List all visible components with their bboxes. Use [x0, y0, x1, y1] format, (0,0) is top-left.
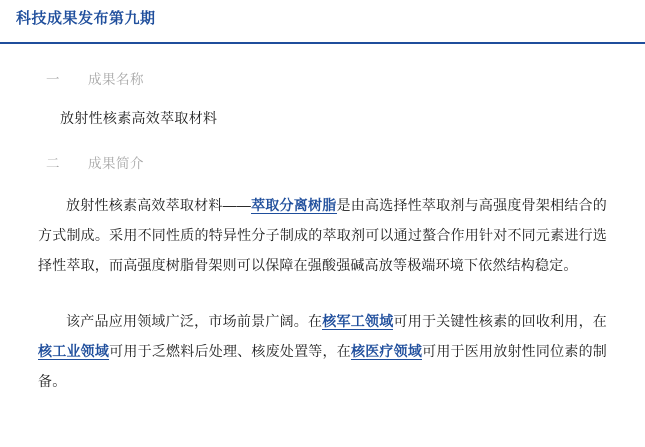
section-number: 一	[46, 72, 60, 87]
page-title: 科技成果发布第九期	[16, 10, 156, 27]
paragraph-text: 可用于医用放射性同位素的制备。	[38, 343, 608, 389]
paragraph-text: 可用于关键性核素的回收利用，在	[393, 313, 608, 329]
paragraph-intro	[24, 190, 621, 280]
highlight-nuclear-industry-field: 核工业领域	[38, 343, 110, 359]
section-heading-one	[24, 68, 621, 88]
product-name: 放射性核素高效萃取材料	[60, 110, 218, 126]
document-body	[0, 68, 645, 396]
paragraph-text: 放射性核素高效萃取材料——	[66, 197, 252, 213]
paragraph-text: 可用于乏燃料后处理、核废处置等，在	[109, 343, 351, 359]
section-number: 二	[46, 156, 60, 171]
paragraph-text: 是由高选择性萃取剂与高强度骨架相结合的方式制成。采用不同性质的特异性分子制成的萃取剂可以通过螯合作用针对不同元素进行选择性萃取，而高强度树脂骨架则可以保障在强酸强碱高放等极端环境下依然结构稳定。	[38, 197, 607, 273]
document-header	[0, 0, 645, 36]
paragraph-applications	[24, 306, 621, 396]
section-label: 成果简介	[88, 156, 144, 171]
highlight-extraction-resin: 萃取分离树脂	[251, 197, 337, 213]
highlight-military-nuclear-field: 核军工领域	[322, 313, 394, 329]
section-label: 成果名称	[88, 72, 144, 87]
header-divider	[0, 42, 645, 44]
paragraph-text: 该产品应用领域广泛，市场前景广阔。在	[66, 313, 323, 329]
section-heading-two	[24, 152, 621, 172]
highlight-nuclear-medicine-field: 核医疗领域	[350, 343, 423, 359]
